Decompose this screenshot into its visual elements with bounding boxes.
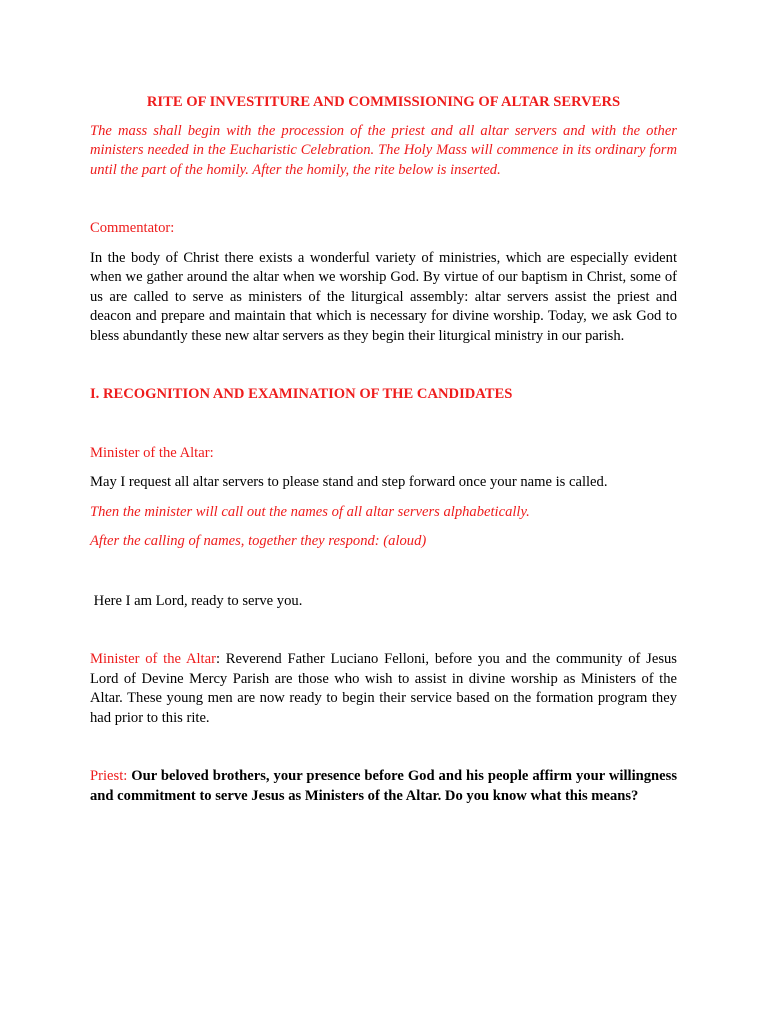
priest-paragraph — [90, 767, 677, 806]
commentator-text: In the body of Christ there exists a wonderful variety of ministries, which are especially evident when we gather around the altar when we worship God. By virtue of our baptism in Christ, some of us are called to serve as ministers of the liturgical assembly: altar servers assist the priest and deacon and prepare and maintain that which is necessary for divine worship. Today, we ask God to bless abundantly these new altar servers as they begin their liturgical ministry in our parish. — [90, 249, 677, 344]
rubric-response: After the calling of names, together they respond: (aloud) — [90, 533, 427, 549]
priest-text: Our beloved brothers, your presence before God and his people affirm your willingness and commitment to serve Jesus as Ministers of the Altar. Do you know what this means? — [90, 768, 677, 804]
minister2-text: : Reverend Father Luciano Felloni, before you and the community of Jesus Lord of Devine Mercy Parish are those who wish to assist in divine worship as Ministers of the Altar. These young men are now ready to begin their service based on the formation program they had prior to this rite. — [90, 651, 677, 726]
intro-rubric: The mass shall begin with the procession of the priest and all altar servers and with the other ministers needed in the Eucharistic Celebration. The Holy Mass will commence in its ordinary form until the part of the homily. After the homily, the rite below is inserted. — [90, 122, 677, 178]
response-text: Here I am Lord, ready to serve you. — [90, 592, 303, 609]
minister-label: Minister of the Altar: — [90, 444, 214, 461]
minister2-label: Minister of the Altar — [90, 651, 216, 667]
document-body — [90, 93, 677, 806]
document-title: RITE OF INVESTITURE AND COMMISSIONING OF ALTAR SERVERS — [146, 94, 621, 110]
commentator-label: Commentator: — [90, 220, 175, 236]
section-heading: I. RECOGNITION AND EXAMINATION OF THE CANDIDATES — [90, 386, 513, 402]
rubric-names: Then the minister will call out the names of all altar servers alphabetically. — [90, 503, 530, 520]
minister-text: May I request all altar servers to please stand and step forward once your name is called. — [90, 474, 608, 490]
minister-paragraph — [90, 650, 677, 728]
priest-label: Priest: — [90, 768, 132, 784]
